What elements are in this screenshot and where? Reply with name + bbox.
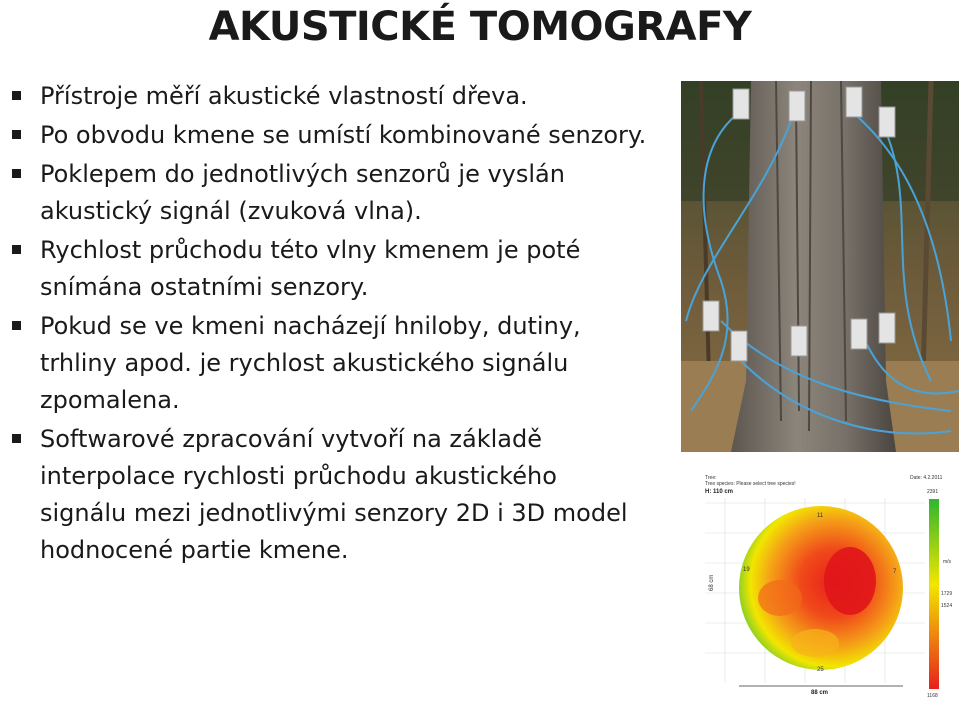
velocity-scale-bar	[929, 499, 939, 689]
scale-unit: m/s	[943, 559, 952, 565]
tomo-species-label: Tree species: Please select tree species!	[705, 481, 796, 487]
square-bullet-icon	[12, 130, 21, 139]
bullet-list	[8, 78, 648, 571]
tomo-sensor-bottom: 25	[817, 667, 824, 673]
tomo-width-label: 88 cm	[811, 690, 829, 696]
tomo-side-label: 68 cm	[709, 574, 715, 591]
tomo-height-label: H: 110 cm	[705, 489, 734, 495]
bullet-item: Rychlost průchodu této vlny kmenem je poté snímána ostatními senzory.	[8, 232, 648, 306]
bullet-item: Pokud se ve kmeni nacházejí hniloby, dutiny, trhliny apod. je rychlost akustického signálu zpomalena.	[8, 308, 648, 419]
scale-mid2-value: 1524	[941, 603, 953, 609]
tomo-tree-label: Tree:	[705, 475, 717, 481]
square-bullet-icon	[12, 91, 21, 100]
tomo-date-label: Date: 4.2.2011	[910, 475, 943, 481]
bullet-item: Softwarové zpracování vytvoří na základě interpolace rychlosti průchodu akustického signálu mezi jednotlivými senzory 2D i 3D model hodnocené partie kmene.	[8, 421, 648, 569]
tomo-sensor-left: 19	[743, 567, 750, 573]
scale-top-value: 2391	[927, 489, 939, 495]
tomo-sensor-right: 7	[893, 569, 897, 575]
square-bullet-icon	[12, 245, 21, 254]
bullet-item: Přístroje měří akustické vlastností dřeva.	[8, 78, 648, 115]
slide-title: AKUSTICKÉ TOMOGRAFY	[208, 4, 752, 50]
scale-bottom-value: 1168	[927, 693, 938, 699]
tree-sensor-photo	[681, 81, 959, 452]
square-bullet-icon	[12, 321, 21, 330]
tomo-sensor-top: 11	[817, 513, 824, 519]
square-bullet-icon	[12, 169, 21, 178]
scale-mid1-value: 1729	[941, 591, 953, 597]
square-bullet-icon	[12, 434, 21, 443]
acoustic-tomogram	[705, 473, 955, 699]
bullet-item: Po obvodu kmene se umístí kombinované senzory.	[8, 117, 648, 154]
bullet-item: Poklepem do jednotlivých senzorů je vyslán akustický signál (zvuková vlna).	[8, 156, 648, 230]
